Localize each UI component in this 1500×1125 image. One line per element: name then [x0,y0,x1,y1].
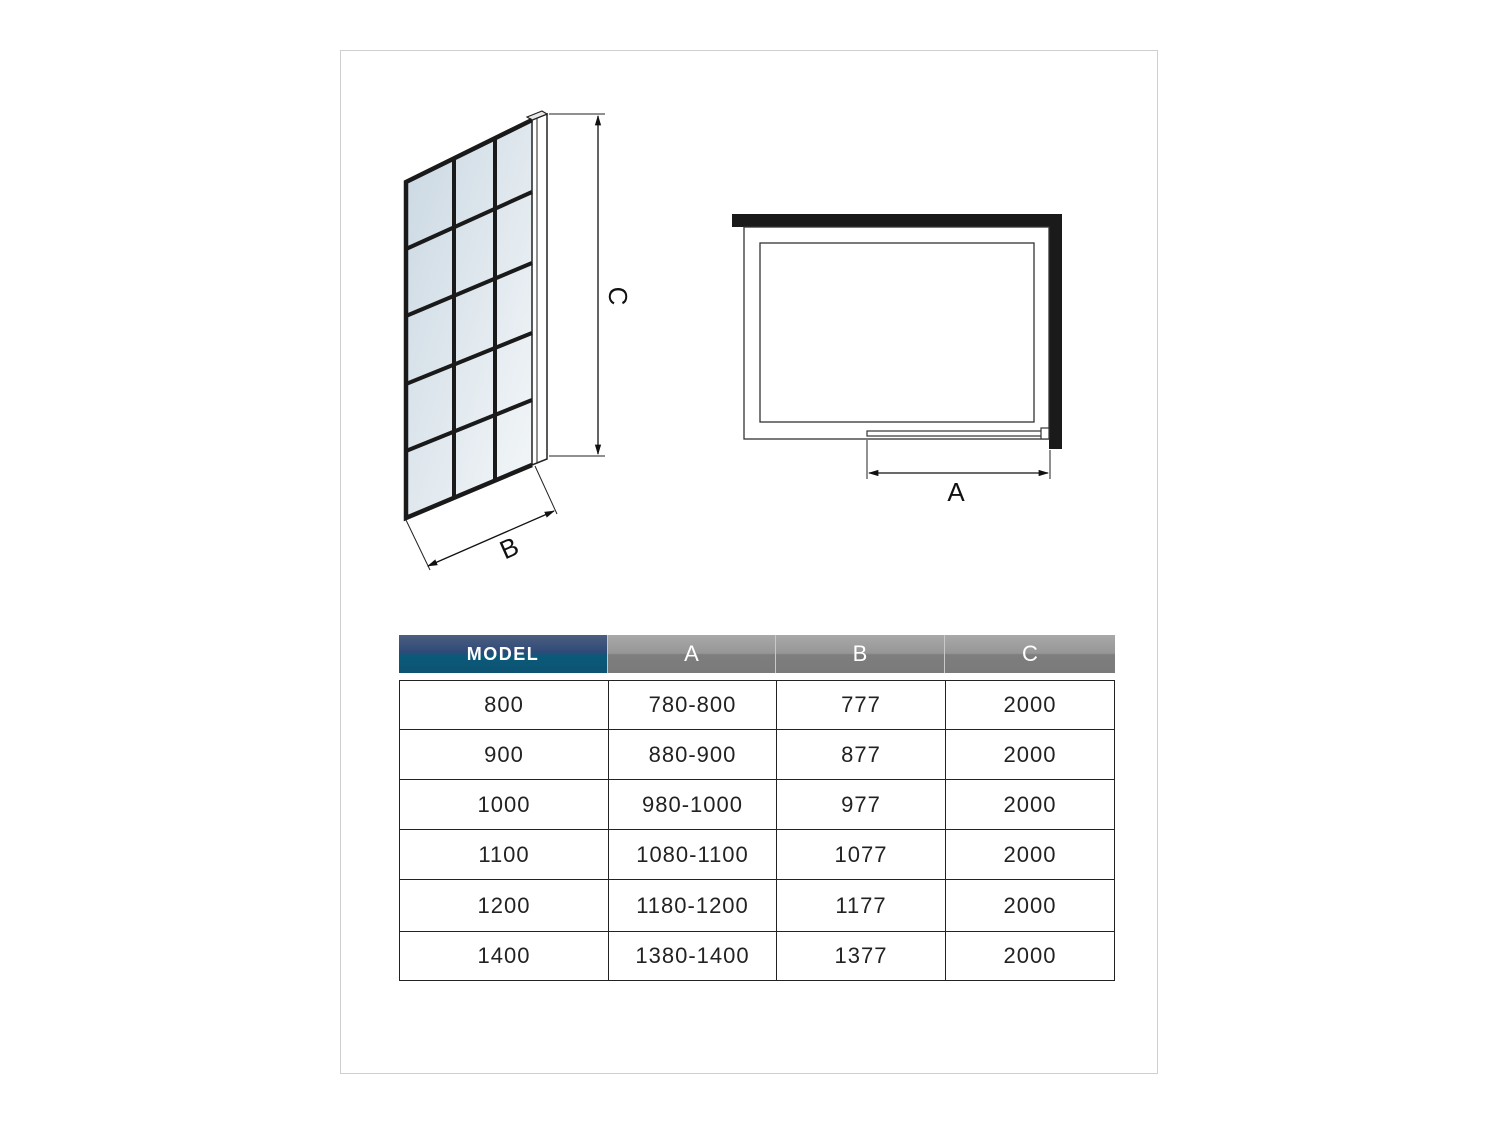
cell-c: 2000 [1003,943,1057,968]
table-row [400,932,1114,981]
cell-c: 2000 [1003,841,1057,867]
header-b: B [776,635,945,673]
cell-model: 1000 [400,780,609,829]
header-c: C [945,635,1115,673]
header-model: MODEL [399,635,608,673]
wall-back [732,214,1062,227]
dimension-a [867,440,1050,507]
header-a: A [608,635,776,673]
cell-c: 2000 [1003,892,1057,918]
shower-tray-outline [744,227,1049,439]
glass-panel-plan [867,431,1047,436]
cell-b: 777 [777,681,946,729]
table-row [400,730,1114,780]
table-body [399,680,1115,981]
cell-a: 880-900 [609,730,777,779]
cell-b: 1177 [777,880,946,931]
table-row [400,780,1114,830]
cell-a: 1380-1400 [609,932,777,980]
dimension-label-c: C [603,286,634,306]
table-row [400,880,1114,932]
cell-c: 2000 [1003,692,1057,717]
wall-profile [532,114,547,465]
wall-side [1049,214,1062,449]
cell-model: 1400 [400,932,609,980]
panel-perspective-view [406,111,547,518]
cell-b: 877 [777,730,946,779]
table-row [400,830,1114,880]
cell-c: 2000 [1003,741,1057,767]
cell-a: 980-1000 [609,780,777,829]
glass-panel [406,120,532,518]
wall-bracket-plan [1041,428,1049,439]
cell-model: 800 [400,681,609,729]
cell-b: 1077 [777,830,946,879]
dimension-label-b: B [495,530,524,566]
table-row [400,681,1114,730]
cell-b: 977 [777,780,946,829]
cell-a: 1080-1100 [609,830,777,879]
cell-model: 1100 [400,830,609,879]
dimension-label-a: A [947,476,965,507]
cell-model: 1200 [400,880,609,931]
cell-a: 780-800 [609,681,777,729]
cell-a: 1180-1200 [609,880,777,931]
cell-b: 1377 [777,932,946,980]
cell-model: 900 [400,730,609,779]
cell-c: 2000 [1003,791,1057,817]
size-table [399,635,1115,981]
plan-view [732,214,1062,449]
dimension-c [549,114,633,456]
table-header [399,635,1115,673]
